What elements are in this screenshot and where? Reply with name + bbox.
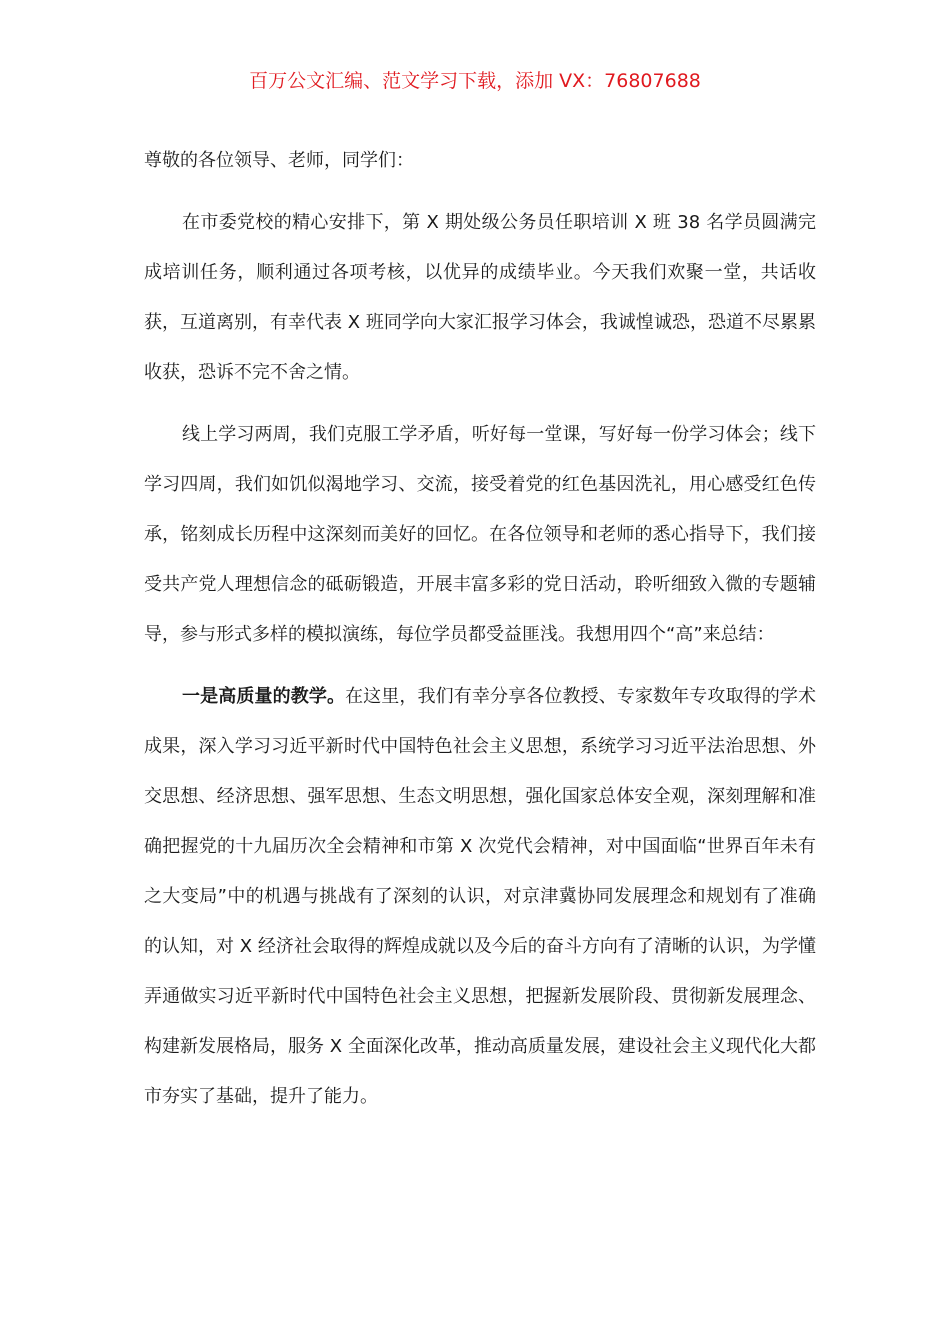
paragraph-3-lead: 一是高质量的教学。 <box>182 686 346 707</box>
header-banner: 百万公文汇编、范文学习下载，添加 VX：76807688 <box>249 70 701 92</box>
greeting: 尊敬的各位领导、老师，同学们： <box>144 150 414 171</box>
paragraph-2: 线上学习两周，我们克服工学矛盾，听好每一堂课，写好每一份学习体会；线下学习四周，我们如饥似渴地学习、交流，接受着党的红色基因洗礼，用心感受红色传承，铭刻成长历程中这深刻而美好的回忆。在各位领导和老师的悉心指导下，我们接受共产党人理想信念的砥砺锻造，开展丰富多彩的党日活动，聆听细致入微的专题辅导，参与形式多样的模拟演练，每位学员都受益匪浅。我想用四个“高”来总结： <box>144 424 816 645</box>
document-body <box>144 136 816 1134</box>
paragraph-3-body: 在这里，我们有幸分享各位教授、专家数年专攻取得的学术成果，深入学习习近平新时代中国特色社会主义思想，系统学习习近平法治思想、外交思想、经济思想、强军思想、生态文明思想，强化国家总体安全观，深刻理解和准确把握党的十九届历次全会精神和市第 X 次党代会精神，对中国面临“世界百年未有之大变局”中的机遇与挑战有了深刻的认识，对京津冀协同发展理念和规划有了准确的认知，对 X 经济社会取得的辉煌成就以及今后的奋斗方向有了清晰的认识，为学懂弄通做实习近平新时代中国特色社会主义思想，把握新发展阶段、贯彻新发展理念、构建新发展格局，服务 X 全面深化改革，推动高质量发展，建设社会主义现代化大都市夯实了基础，提升了能力。 <box>144 686 817 1107</box>
paragraph-3 <box>144 672 816 1122</box>
paragraph-1: 在市委党校的精心安排下，第 X 期处级公务员任职培训 X 班 38 名学员圆满完成培训任务，顺利通过各项考核，以优异的成绩毕业。今天我们欢聚一堂，共话收获，互道离别，有幸代表 X 班同学向大家汇报学习体会，我诚惶诚恐，恐道不尽累累收获，恐诉不完不舍之情。 <box>144 212 816 383</box>
